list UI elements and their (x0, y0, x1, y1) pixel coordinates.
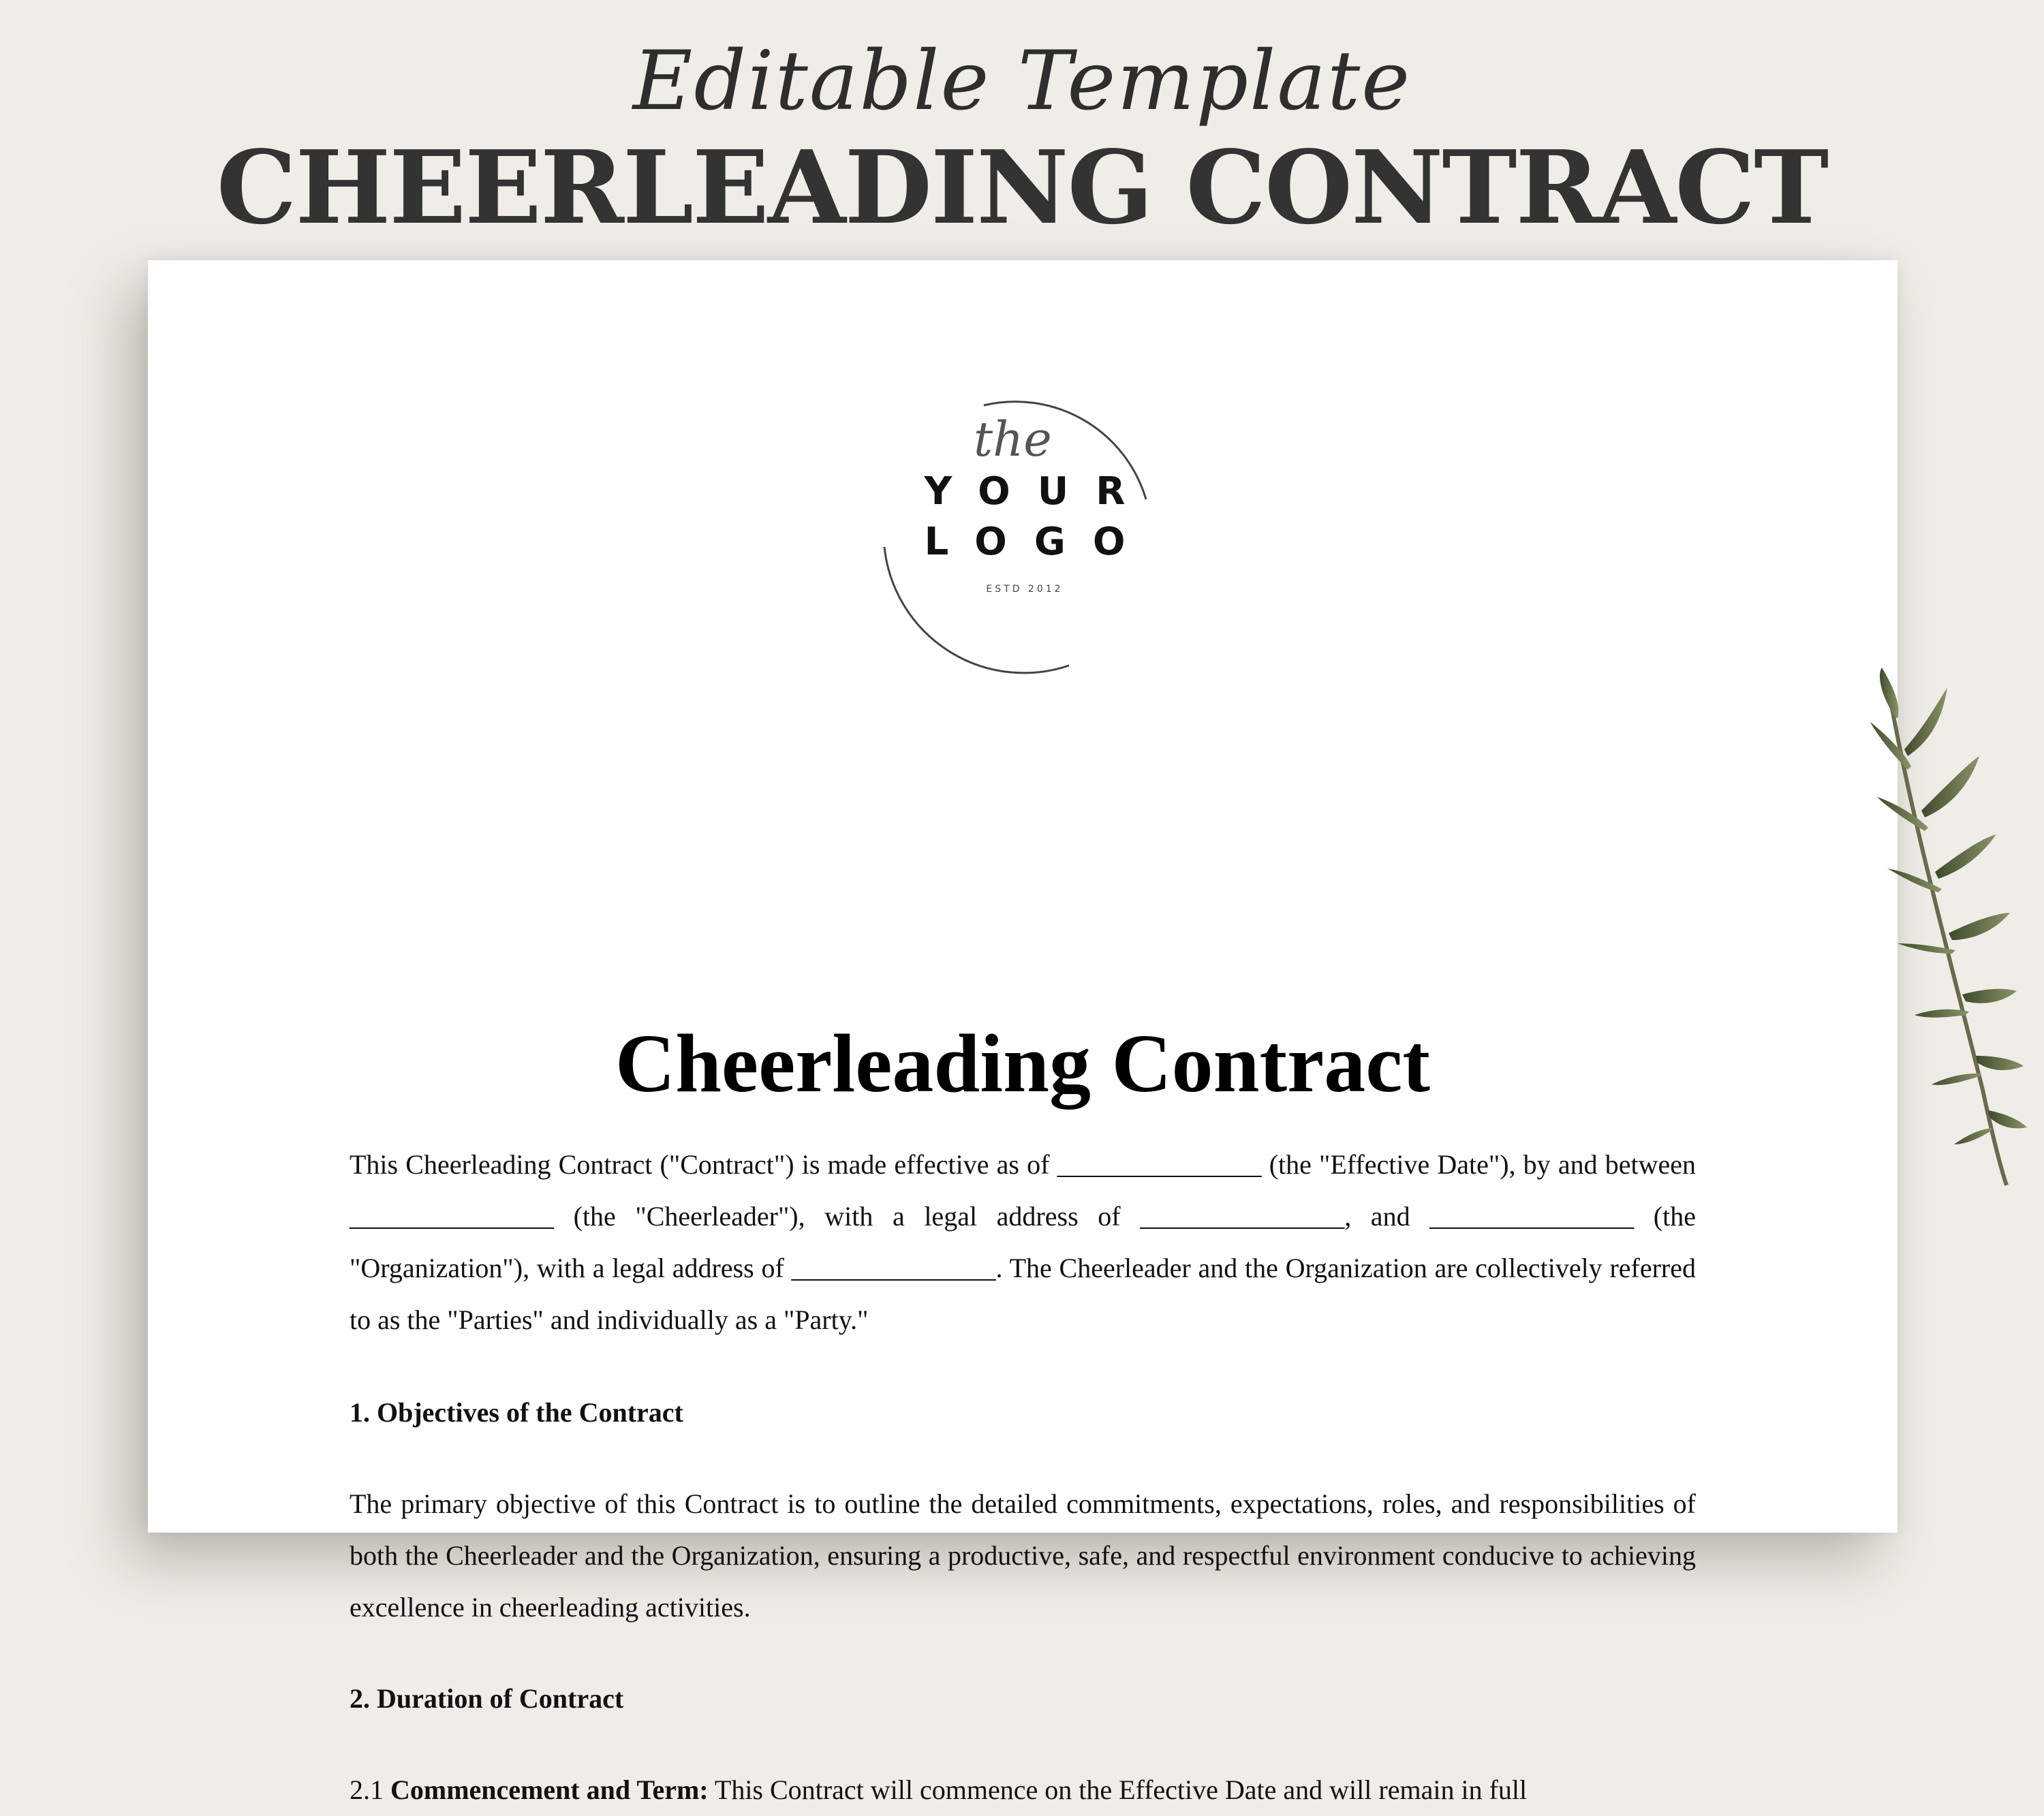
logo-word-logo: LOGO (924, 520, 1153, 564)
document-page (148, 260, 1898, 1805)
intro-paragraph: This Cheerleading Contract ("Contract") is made effective as of _______________ (the "Effective Date"), by and between _______________ (the "Cheerleader"), with a legal address of _______________, and _______________ (the "Organization"), with a legal address of _______________. The Cheerleader and the Organization are collectively referred to as the "Parties" and individually as a "Party." (350, 1149, 1696, 1335)
clause-2-1-title: Commencement and Term: (390, 1774, 709, 1805)
section-2-heading: 2. Duration of Contract (350, 1683, 624, 1714)
clause-2-1-text: This Contract will commence on the Effective Date and will remain in full (708, 1774, 1528, 1805)
banner-title: CHEERLEADING CONTRACT (216, 128, 1828, 247)
logo-placeholder (882, 385, 1168, 671)
document-body (350, 1139, 1696, 1816)
clause-2-1 (350, 1764, 1696, 1816)
rosemary-sprig-icon (1867, 668, 2044, 1199)
section-1-heading: 1. Objectives of the Contract (350, 1397, 683, 1428)
banner-subtitle: Editable Template (632, 34, 1412, 129)
logo-word-your: YOUR (924, 469, 1153, 514)
logo-the: the (974, 411, 1052, 467)
clause-2-1-number: 2.1 (350, 1774, 390, 1805)
document-title: Cheerleading Contract (615, 1018, 1431, 1110)
logo-estd: ESTD 2012 (986, 584, 1064, 595)
section-1-text: The primary objective of this Contract is to outline the detailed commitments, expectations, roles, and responsibilities of both the Cheerleader and the Organization, ensuring a productive, safe, and respectful environment conducive to achieving excellence in cheerleading activities. (350, 1488, 1696, 1623)
